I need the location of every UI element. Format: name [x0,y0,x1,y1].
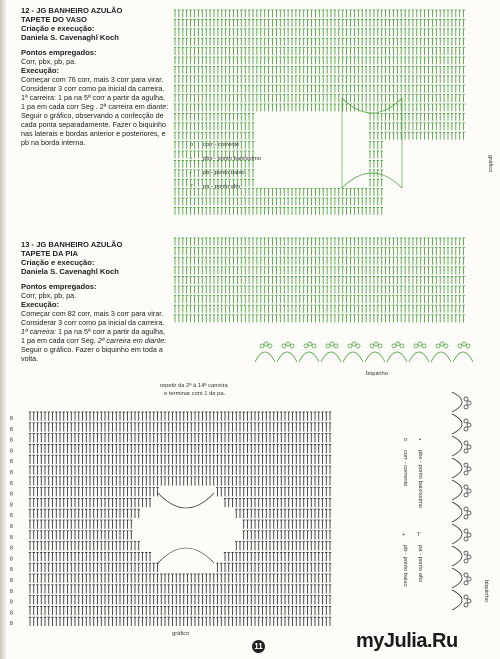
legend-pb: pb - ponto baixo [203,170,245,176]
repeat-note-line2: e terminar com 1 de pa. [164,391,226,397]
green-crochet-chart-vaso [172,8,472,228]
legend-pbx: pbx - ponto baixíssimo [203,156,261,162]
legend-corr-symbol: o [190,142,194,148]
points-list: Corr, pbx, pb, pa. [21,57,77,66]
legend-corr: corr - corrente [203,142,240,148]
section-tapete-vaso [21,6,169,147]
legend-pbx-symbol: • [419,437,422,443]
bottom-biquinho-label: biquinho [483,580,489,602]
flower-motif [342,98,402,188]
green-grafico-label: gráfico [487,155,493,173]
green-biquinho-label: biquinho [366,371,388,377]
black-picot-border [446,392,482,622]
points-list: Corr, pbx, pb, pa. [21,291,77,300]
green-crochet-chart-pia [172,236,472,328]
watermark: myJulia.Ru [356,630,458,652]
page-number: 11 [252,640,265,653]
legend-pa: pa - ponto alto [203,184,241,190]
execution-label: Execução: [21,66,59,75]
vertical-picot-loops [452,392,471,610]
creation-label: Criação e execução: [21,24,95,33]
row-markers [10,416,13,627]
execution-text: Começar com 82 corr, mais 3 corr para virar. Considerar 3 corr como pa inicial da carreira. 1ª carreira: 1 pa na 5ª corr a partir da agulha, 1 pa em cada corr Seg. 2ª carreira em diante: Seguir o gráfico. Fazer o biquinho em toda a volta. [21,309,167,363]
legend-corr: corr - corrente [402,450,408,487]
legend-pb-symbol: + [402,532,406,538]
points-label: Pontos empregados: [21,48,97,57]
creation-label: Criação e execução: [21,258,95,267]
points-label: Pontos empregados: [21,282,97,291]
legend-pa: pa - ponto alto [417,545,423,583]
stitch-rows [174,238,465,322]
section-title: 13 - JG BANHEIRO AZULÃO [21,240,123,249]
legend-pbx: pbx - ponto baixíssimo [417,450,423,508]
center-motif [158,493,214,563]
section-subtitle: TAPETE DA PIA [21,249,78,258]
section-subtitle: TAPETE DO VASO [21,15,87,24]
execution-label: Execução: [21,300,59,309]
green-picot-border [255,334,485,368]
execution-text: Começar com 76 corr, mais 3 corr para virar. Considerar 3 corr como pa inicial da carreira. 1ª carreira: 1 pa na 5ª corr a partir da agulha, 1 pa em cada corr Seg . 2ª carreira em diante: Seguir o gráfico, observando a confecção de cada ponta separadamente. Fazer o biquinho nas laterais e bordas anterior e posteriores, e pb na borda interna. [21,75,169,147]
legend-pa-symbol: T [190,184,194,190]
stitch-rows [29,412,331,626]
legend-pa-symbol: T [417,532,421,538]
author-name: Daniela S. Cavenaghl Koch [21,267,119,276]
legend-pb: pb - ponto baixo [402,545,408,587]
section-tapete-pia [21,240,169,363]
section-title: 12 - JG BANHEIRO AZULÃO [21,6,123,15]
legend-pb-symbol: + [189,170,193,176]
black-crochet-chart [8,398,343,628]
author-name: Daniela S. Cavenaghl Koch [21,33,119,42]
picot-loops [255,342,473,362]
legend-pbx-symbol: • [190,156,193,162]
legend-corr-symbol: o [404,437,408,443]
repeat-note-line1: repetir da 2ª à 14ª carreira [160,383,228,389]
page-binding-shadow [0,0,6,659]
bottom-grafico-label: gráfico [172,631,190,637]
